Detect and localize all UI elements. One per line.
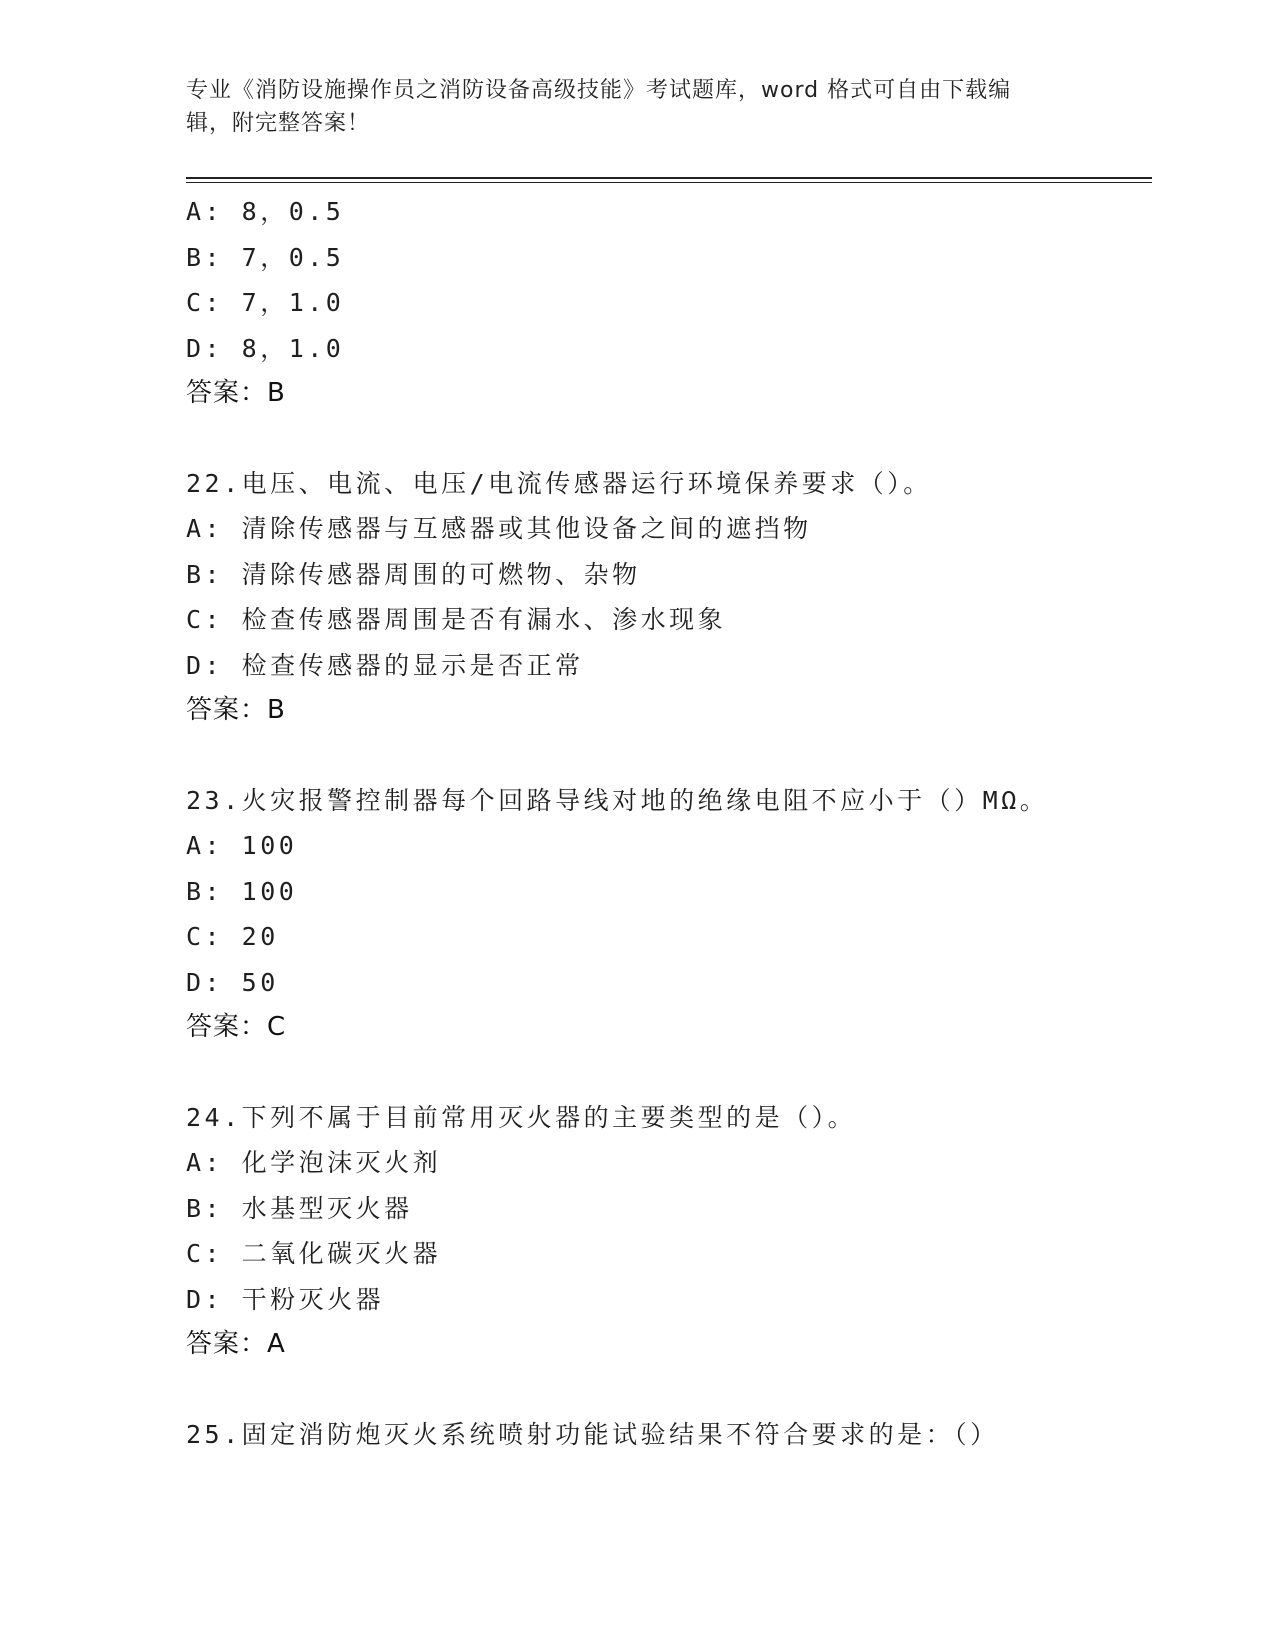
- question-block-24: [186, 1095, 1152, 1368]
- option-a: A: 清除传感器与互感器或其他设备之间的遮挡物: [186, 514, 812, 543]
- answer-line: 答案：B: [186, 378, 286, 408]
- header-line-2: 辑，附完整答案！: [186, 111, 371, 136]
- option-a: A: 100: [186, 831, 298, 860]
- option-c: C: 二氧化碳灭火器: [186, 1239, 442, 1268]
- answer-line: 答案：B: [186, 695, 286, 725]
- answer-line: 答案：A: [186, 1329, 286, 1359]
- spacer: [186, 1368, 1152, 1412]
- spacer: [186, 417, 1152, 461]
- header-line-1: 专业《消防设施操作员之消防设备高级技能》考试题库，word 格式可自由下载编: [186, 78, 1012, 103]
- option-d: D: 8，1.0: [186, 333, 345, 363]
- question-block-22: [186, 461, 1152, 734]
- spacer: [186, 1051, 1152, 1095]
- spacer: [186, 734, 1152, 778]
- answer-line: 答案：C: [186, 1012, 287, 1042]
- option-c: C: 检查传感器周围是否有漏水、渗水现象: [186, 605, 727, 634]
- option-b: B: 100: [186, 876, 298, 906]
- question-list: [186, 189, 1152, 1457]
- option-a: A: 化学泡沫灭火剂: [186, 1148, 442, 1177]
- document-header: [186, 74, 1066, 140]
- option-b: B: 7，0.5: [186, 242, 345, 272]
- option-a: A: 8，0.5: [186, 197, 345, 226]
- option-b: B: 水基型灭火器: [186, 1193, 413, 1223]
- question-stem: 25.固定消防炮灭火系统喷射功能试验结果不符合要求的是：（）: [186, 1419, 999, 1449]
- option-d: D: 干粉灭火器: [186, 1284, 385, 1314]
- question-block-23: [186, 778, 1152, 1051]
- question-stem: 23.火灾报警控制器每个回路导线对地的绝缘电阻不应小于（）MΩ。: [186, 785, 1049, 815]
- question-stem: 22.电压、电流、电压/电流传感器运行环境保养要求（）。: [186, 468, 932, 498]
- option-d: D: 50: [186, 967, 279, 997]
- option-b: B: 清除传感器周围的可燃物、杂物: [186, 559, 641, 589]
- option-c: C: 7，1.0: [186, 288, 345, 317]
- option-c: C: 20: [186, 922, 279, 951]
- header-divider-thick: [186, 177, 1152, 179]
- question-block-21: [186, 189, 1152, 417]
- question-stem: 24.下列不属于目前常用灭火器的主要类型的是（）。: [186, 1102, 857, 1132]
- header-divider-thin: [186, 182, 1152, 183]
- option-d: D: 检查传感器的显示是否正常: [186, 650, 584, 680]
- question-block-25: [186, 1412, 1152, 1458]
